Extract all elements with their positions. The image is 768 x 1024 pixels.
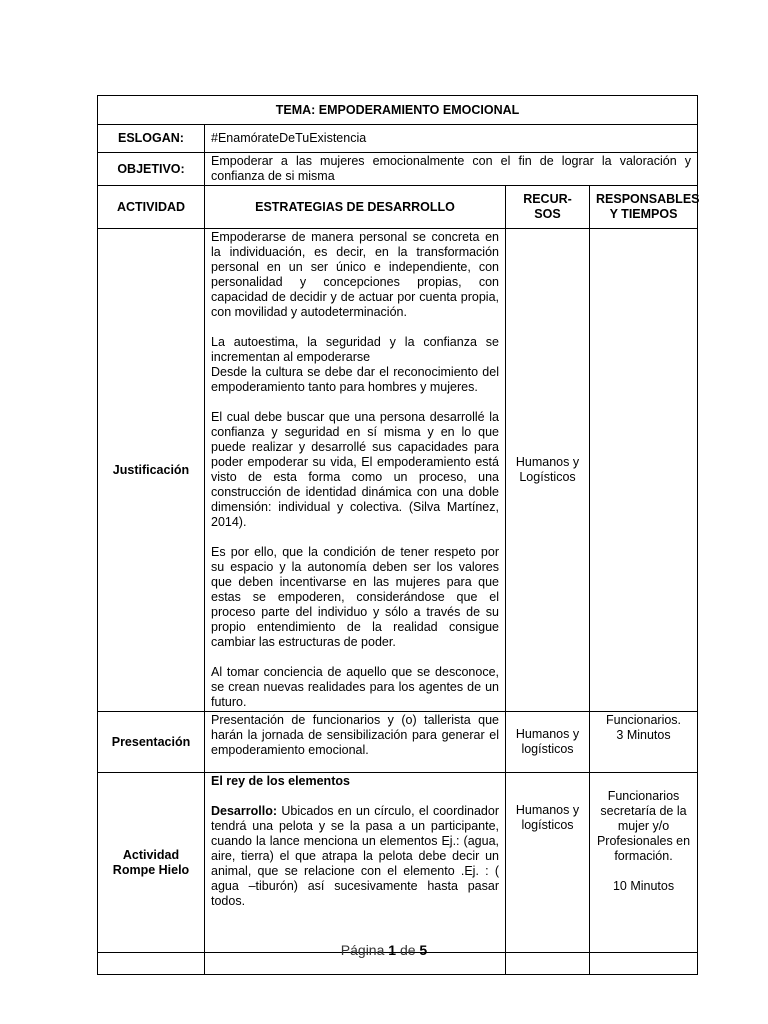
slogan-value: #EnamórateDeTuExistencia: [205, 125, 698, 153]
justification-paragraph: Desde la cultura se debe dar el reconocimiento del empoderamiento tanto para hombres y mujeres.: [211, 365, 499, 394]
icebreaker-dev-label: Desarrollo:: [211, 804, 277, 818]
slogan-label: ESLOGAN:: [98, 125, 205, 153]
slogan-row: [98, 125, 698, 153]
icebreaker-resources: Humanos y logísticos: [506, 773, 590, 953]
justification-paragraph: La autoestima, la seguridad y la confianza se incrementan al empoderarse: [211, 335, 499, 364]
objective-label: OBJETIVO:: [98, 153, 205, 186]
objective-row: [98, 153, 698, 186]
activity-table: [97, 95, 698, 975]
icebreaker-activity: Actividad Rompe Hielo: [98, 773, 205, 953]
justification-paragraph: Al tomar conciencia de aquello que se desconoce, se crean nuevas realidades para los agentes de un futuro.: [211, 665, 499, 709]
icebreaker-responsible-time: 10 Minutos: [612, 879, 675, 893]
header-activity: ACTIVIDAD: [98, 186, 205, 229]
justification-row: [98, 229, 698, 712]
presentation-strategy: Presentación de funcionarios y (o) tallerista que harán la jornada de sensibilización para generar el empoderamiento emocional.: [205, 712, 506, 773]
presentation-row: [98, 712, 698, 773]
justification-paragraph: Empoderarse de manera personal se concreta en la individuación, es decir, en la transformación personal en un ser único e independiente, con personalidad y concepciones propias, con capacidad de decidir y de actuar por cuenta propia, con movilidad y autodeterminación.: [211, 230, 499, 319]
justification-paragraph: Es por ello, que la condición de tener respeto por su espacio y la autonomía deben ser los valores que deben incentivarse en las mujeres para que estas se empoderen, considerándose que el proceso parte del individuo y sólo a través de su propio entendimiento de la realidad consigue cambiar las estructuras de poder.: [211, 545, 499, 649]
icebreaker-development: [211, 804, 499, 909]
header-responsible: RESPONSABLES Y TIEMPOS: [590, 186, 698, 229]
total-pages-number: 5: [419, 942, 428, 958]
presentation-responsible: [590, 712, 698, 773]
title-row: [98, 96, 698, 125]
activity-table-container: [97, 95, 700, 975]
presentation-responsible-time: 3 Minutos: [616, 728, 671, 742]
justification-activity: Justificación: [98, 229, 205, 712]
page-word: Página: [340, 942, 385, 958]
header-row: [98, 186, 698, 229]
of-word: de: [399, 942, 416, 958]
justification-responsible: [590, 229, 698, 712]
icebreaker-heading: El rey de los elementos: [211, 774, 350, 788]
icebreaker-responsible-text: Funcionarios secretaría de la mujer y/o Profesionales en formación.: [596, 789, 691, 863]
icebreaker-dev-text: Ubicados en un círculo, el coordinador tendrá una pelota y se la pasa a un participante, cuando la lance menciona un elementos Ej.: (agua, aire, tierra) el que atrapa la pelota debe decir un animal, que se relacione con el elemento .Ej. : ( agua –tiburón) así sucesivamente hasta pasar todos.: [211, 804, 499, 908]
justification-paragraph: El cual debe buscar que una persona desarrollé la confianza y seguridad en sí misma y en lo que puede realizar y desarrollé sus capacidades para poder empoderar su vida, El empoderamiento está visto de esta forma como un proceso, una construcción de identidad dinámica con una doble dimensión: individual y colectiva. (Silva Martínez, 2014).: [211, 410, 499, 529]
icebreaker-row: [98, 773, 698, 953]
page-footer: [0, 942, 768, 958]
objective-value: Empoderar a las mujeres emocionalmente con el fin de lograr la valoración y confianza de si misma: [205, 153, 698, 186]
header-resources: RECUR-SOS: [506, 186, 590, 229]
presentation-resources: Humanos y logísticos: [506, 712, 590, 773]
table-title: TEMA: EMPODERAMIENTO EMOCIONAL: [98, 96, 698, 125]
icebreaker-responsible: [590, 773, 698, 953]
current-page-number: 1: [388, 942, 397, 958]
justification-strategy: [205, 229, 506, 712]
header-strategies: ESTRATEGIAS DE DESARROLLO: [205, 186, 506, 229]
icebreaker-strategy: [205, 773, 506, 953]
presentation-activity: Presentación: [98, 712, 205, 773]
presentation-responsible-role: Funcionarios.: [605, 713, 682, 727]
justification-resources: Humanos y Logísticos: [506, 229, 590, 712]
